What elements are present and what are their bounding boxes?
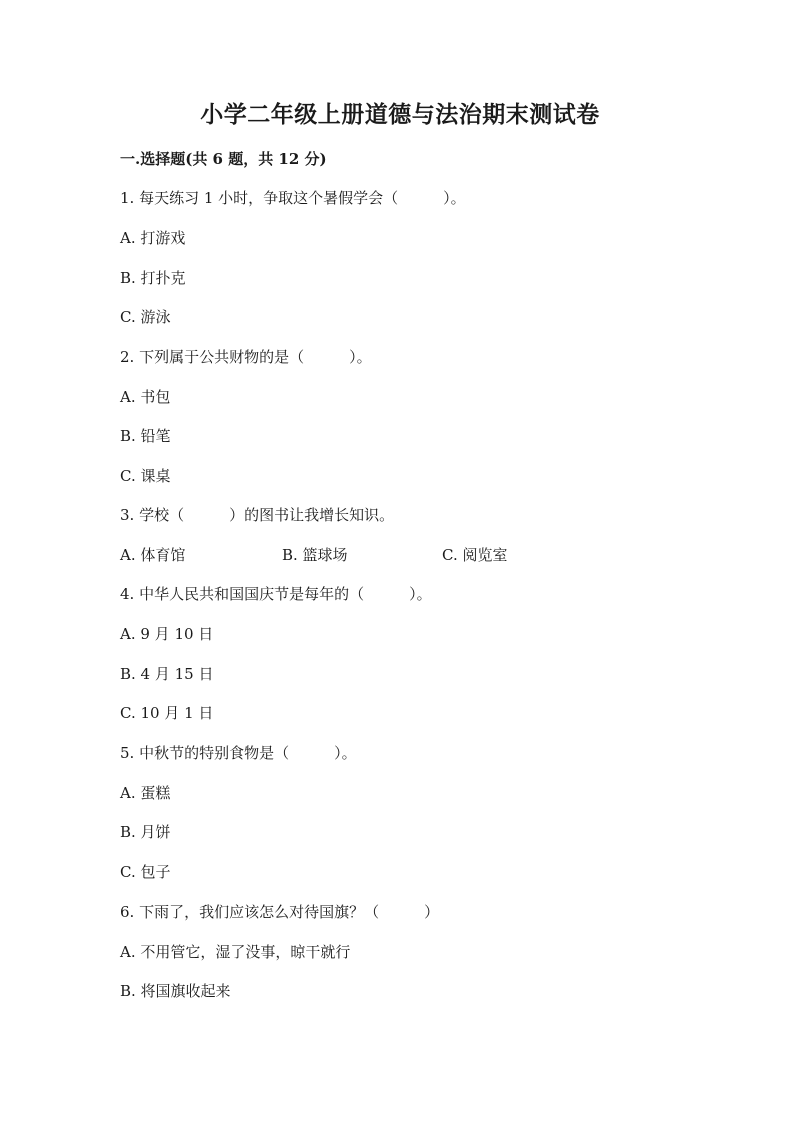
question-4-stem: 4. 中华人民共和国国庆节是每年的（ ）。 <box>120 585 432 603</box>
question-3-option-b[interactable]: B. 篮球场 <box>282 546 348 564</box>
question-4-option-c[interactable]: C. 10 月 1 日 <box>120 704 214 722</box>
question-6-stem: 6. 下雨了，我们应该怎么对待国旗？（ ） <box>120 903 440 921</box>
question-1-option-b[interactable]: B. 打扑克 <box>120 269 186 287</box>
question-1-option-a[interactable]: A. 打游戏 <box>120 229 186 247</box>
question-4-option-b[interactable]: B. 4 月 15 日 <box>120 665 214 683</box>
question-3-option-a[interactable]: A. 体育馆 <box>120 546 186 564</box>
question-2-option-b[interactable]: B. 铅笔 <box>120 427 171 445</box>
question-5-stem: 5. 中秋节的特别食物是（ ）。 <box>120 744 357 762</box>
section-heading: 一.选择题(共 6 题，共 12 分) <box>120 150 327 168</box>
question-1-stem: 1. 每天练习 1 小时，争取这个暑假学会（ ）。 <box>120 189 466 207</box>
page-title: 小学二年级上册道德与法治期末测试卷 <box>200 101 600 128</box>
question-2-option-c[interactable]: C. 课桌 <box>120 467 171 485</box>
question-5-option-b[interactable]: B. 月饼 <box>120 823 171 841</box>
question-6-option-a[interactable]: A. 不用管它，湿了没事，晾干就行 <box>120 943 351 961</box>
question-3-options <box>120 545 680 565</box>
question-2-option-a[interactable]: A. 书包 <box>120 388 171 406</box>
question-2-stem: 2. 下列属于公共财物的是（ ）。 <box>120 348 372 366</box>
question-4-option-a[interactable]: A. 9 月 10 日 <box>120 625 214 643</box>
question-5-option-c[interactable]: C. 包子 <box>120 863 171 881</box>
question-3-stem: 3. 学校（ ）的图书让我增长知识。 <box>120 506 395 524</box>
question-3-option-c[interactable]: C. 阅览室 <box>442 546 508 564</box>
question-5-option-a[interactable]: A. 蛋糕 <box>120 784 171 802</box>
question-1-option-c[interactable]: C. 游泳 <box>120 308 171 326</box>
question-6-option-b[interactable]: B. 将国旗收起来 <box>120 982 231 1000</box>
